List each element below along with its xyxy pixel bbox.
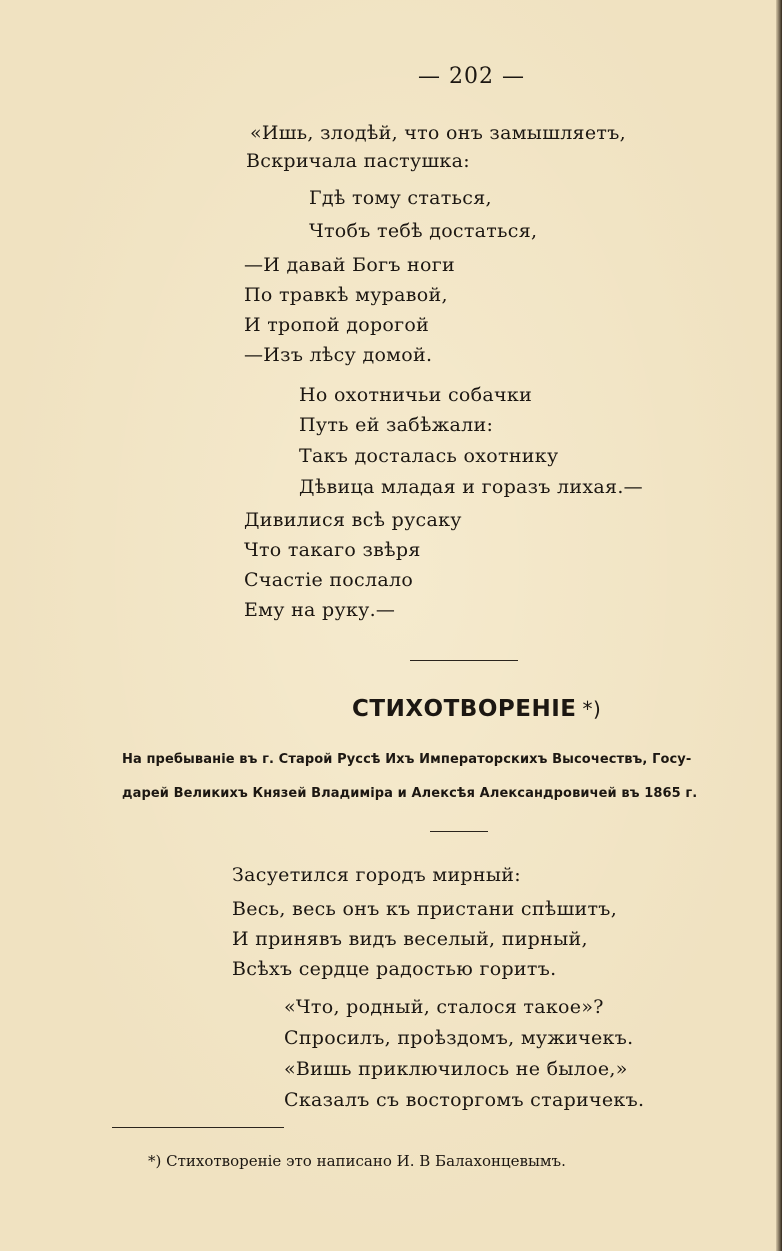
poem-line: Вскричала пастушка: <box>246 150 470 172</box>
poem-line: «Что, родный, сталося такое»? <box>284 996 604 1018</box>
poem-title-text: СТИХОТВОРЕНІЕ <box>352 696 577 722</box>
poem-line: Счастіе послало <box>244 569 414 591</box>
poem-line: Дѣвица младая и горазъ лихая.— <box>299 476 643 498</box>
footnote-marker: *) <box>582 697 602 721</box>
page-number: — 202 — <box>418 64 525 89</box>
poem-line: По травкѣ муравой, <box>244 284 448 306</box>
poem-line: —И давай Богъ ноги <box>244 254 455 276</box>
footnote-divider <box>112 1127 284 1128</box>
poem-line: И тропой дорогой <box>244 314 430 336</box>
section-divider <box>410 660 518 661</box>
poem-line: Всѣхъ сердце радостью горитъ. <box>232 958 557 980</box>
poem-line: —Изъ лѣсу домой. <box>244 344 433 366</box>
poem-line: Но охотничьи собачки <box>299 384 533 406</box>
poem-line: Чтобъ тебѣ достаться, <box>309 220 538 242</box>
poem-line: Такъ досталась охотнику <box>299 445 559 467</box>
poem-line: Сказалъ съ восторгомъ старичекъ. <box>284 1089 645 1111</box>
dedication-divider <box>430 831 488 832</box>
poem-line: Дивилися всѣ русаку <box>244 509 462 531</box>
poem-line: Гдѣ тому статься, <box>309 187 492 209</box>
poem-line: Что такаго звѣря <box>244 539 421 561</box>
poem-line: И принявъ видъ веселый, пирный, <box>232 928 588 950</box>
poem-line: Путь ей забѣжали: <box>299 414 494 436</box>
poem-line: Засуетился городъ мирный: <box>232 864 521 886</box>
poem-line: Весь, весь онъ къ пристани спѣшитъ, <box>232 898 618 920</box>
poem-line: «Ишь, злодѣй, что онъ замышляетъ, <box>250 122 626 144</box>
dedication-line: дарей Великихъ Князей Владиміра и Алексѣя Александровичей въ 1865 г. <box>122 786 698 801</box>
dedication-line: На пребываніе въ г. Старой Руссѣ Ихъ Императорскихъ Высочествъ, Госу- <box>122 752 692 767</box>
poem-line: Ему на руку.— <box>244 599 396 621</box>
poem-line: «Вишь приключилось не былое,» <box>284 1058 628 1080</box>
footnote: *) Стихотвореніе это написано И. В Балахонцевымъ. <box>148 1152 566 1170</box>
poem-line: Спросилъ, проѣздомъ, мужичекъ. <box>284 1027 634 1049</box>
poem-title <box>352 696 601 722</box>
page-edge-shadow <box>776 0 782 1251</box>
